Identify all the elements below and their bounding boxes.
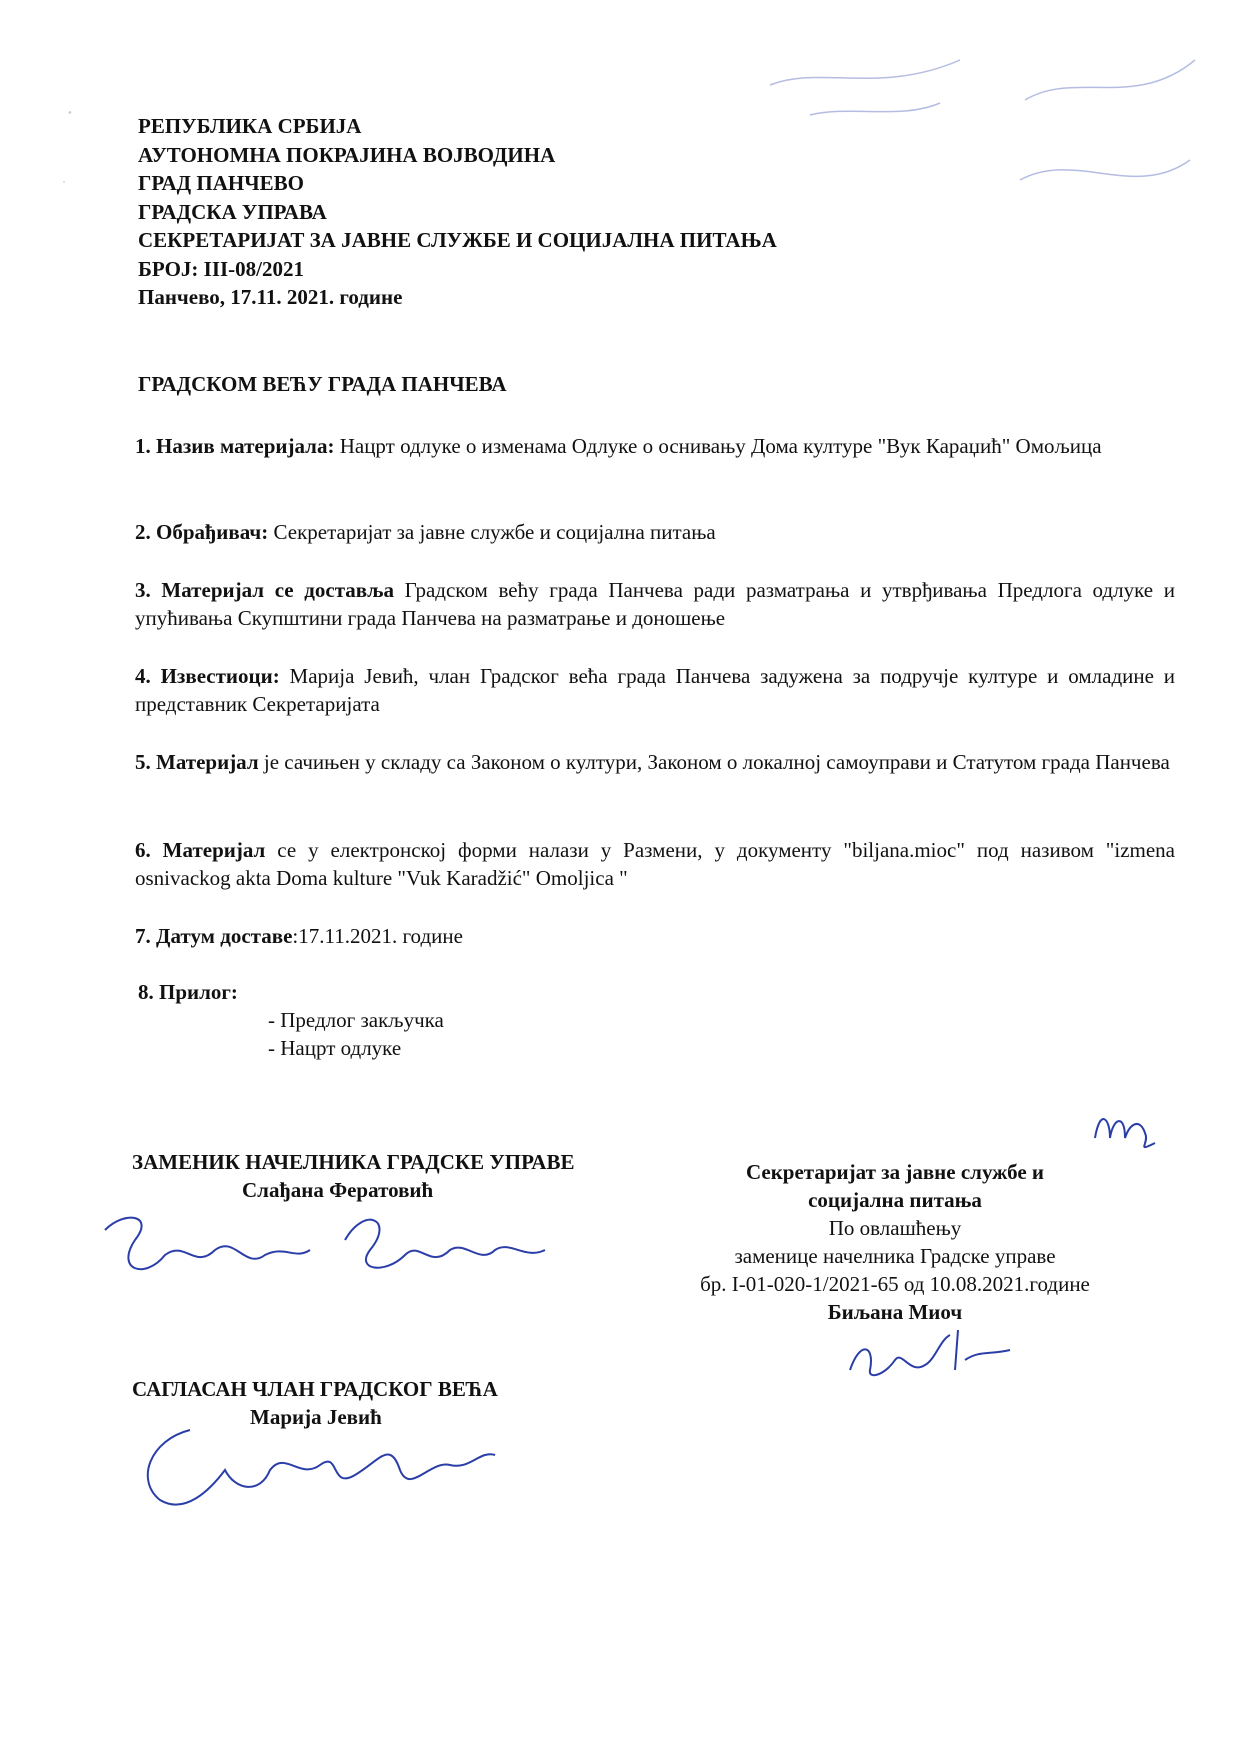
item-label: 8. Прилог:	[138, 980, 238, 1004]
authorization-line: По овлашћењу	[828, 1216, 962, 1240]
signature-block-secretariat	[650, 1158, 1140, 1326]
item-text: Нацрт одлуке о изменама Одлуке о оснивању Дома културе "Вук Караџић" Омољица	[334, 434, 1102, 458]
secretariat-name-line2: социјална питања	[808, 1188, 982, 1212]
item-delivery-date	[135, 922, 1175, 950]
signatory-name: Биљана Миоч	[827, 1300, 963, 1324]
signatory-role: ЗАМЕНИК НАЧЕЛНИКА ГРАДСКЕ УПРАВЕ	[132, 1150, 575, 1174]
item-label: 5. Материјал	[135, 750, 259, 774]
document-header	[138, 112, 777, 312]
signatory-role: САГЛАСАН ЧЛАН ГРАДСКОГ ВЕЋА	[132, 1377, 498, 1401]
item-material-name	[135, 432, 1175, 460]
item-text: Градском већу града Панчева ради разматрања и утврђивања Предлога одлуке и упућивања Скупштини града Панчева на разматрање и доношење	[135, 578, 1175, 630]
signature-mioc	[840, 1320, 1020, 1390]
initials-mark	[1085, 1098, 1165, 1158]
header-province: АУТОНОМНА ПОКРАЈИНА ВОЈВОДИНА	[138, 142, 556, 167]
item-label: 4. Известиоци:	[135, 664, 280, 688]
addressee: ГРАДСКОМ ВЕЋУ ГРАДА ПАНЧЕВА	[138, 372, 507, 396]
item-electronic-form	[135, 836, 1175, 892]
signatory-name: Марија Јевић	[250, 1405, 382, 1429]
attachment-list	[268, 1006, 444, 1062]
signature-block-deputy	[132, 1148, 574, 1204]
handwritten-note-received	[1005, 40, 1205, 230]
handwritten-note-delivered	[760, 25, 1010, 125]
item-text: :17.11.2021. године	[292, 924, 463, 948]
header-country: РЕПУБЛИКА СРБИЈА	[138, 114, 362, 138]
authorization-reference: бр. I-01-020-1/2021-65 од 10.08.2021.године	[700, 1272, 1090, 1296]
signatory-name: Слађана Фератовић	[242, 1178, 434, 1202]
item-text: је сачињен у складу са Законом о култури, Законом о локалној самоуправи и Статутом града Панчева	[258, 750, 1170, 774]
item-label: 3. Материјал се доставља	[135, 578, 394, 602]
item-attachment	[138, 978, 1178, 1006]
header-secretariat: СЕКРЕТАРИЈАТ ЗА ЈАВНЕ СЛУЖБЕ И СОЦИЈАЛНА ПИТАЊА	[138, 228, 777, 252]
item-text: Секретаријат за јавне службе и социјална питања	[268, 520, 716, 544]
item-label: 2. Обрађивач:	[135, 520, 269, 544]
secretariat-name-line1: Секретаријат за јавне службе и	[745, 1160, 1045, 1184]
item-processor	[135, 518, 1175, 546]
item-label: 7. Датум доставе	[135, 924, 293, 948]
attachment-item: - Предлог закључка	[268, 1008, 444, 1032]
item-compliance	[135, 748, 1175, 776]
document-number: БРОЈ: III-08/2021	[138, 256, 305, 281]
item-label: 6. Материјал	[135, 838, 266, 862]
item-text: се у електронској форми налази у Размени, у документу "biljana.mioc" под називом "izmena osnivackog akta Doma kulture "Vuk Karadžić" Omoljica "	[135, 838, 1175, 890]
item-label: 1. Назив материјала:	[135, 434, 335, 458]
signature-jevic	[130, 1410, 510, 1520]
item-text: Марија Јевић, члан Градског већа града Панчева задужена за подручје културе и омладине и представник Секретаријата	[135, 664, 1176, 716]
header-administration: ГРАДСКА УПРАВА	[138, 199, 327, 224]
authorization-line: заменице начелника Градске управе	[734, 1244, 1056, 1268]
signature-feratovic	[85, 1200, 565, 1290]
header-city: ГРАД ПАНЧЕВО	[138, 171, 304, 195]
item-delivery	[135, 576, 1175, 632]
scan-speck: ˙	[62, 178, 66, 192]
attachment-item: - Нацрт одлуке	[268, 1036, 402, 1060]
place-date: Панчево, 17.11. 2021. године	[138, 285, 403, 309]
item-reporters	[135, 662, 1175, 718]
scan-speck: ﾞ	[68, 110, 75, 124]
